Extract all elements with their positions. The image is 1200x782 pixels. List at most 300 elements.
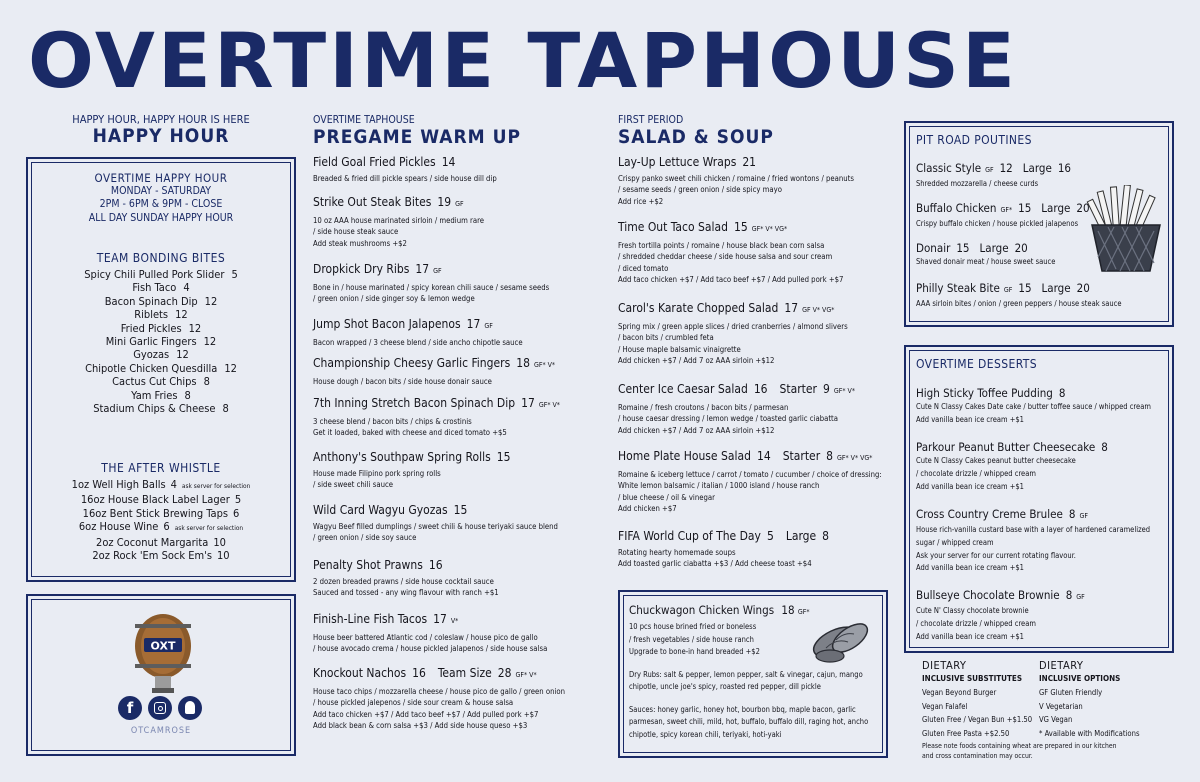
menu-item-desc-line: White lemon balsamic / italian / 1000 island / house ranch	[618, 481, 820, 491]
menu-item-name: Championship Cheesy Garlic Fingers	[313, 356, 511, 370]
restaurant-title: OVERTIME TAPHOUSE	[28, 16, 1018, 105]
item-desc	[916, 605, 1171, 643]
item-size-price: 20	[1076, 281, 1090, 295]
menu-item-price: 15	[496, 450, 511, 464]
menu-item-desc	[313, 337, 599, 348]
bite-name: Fish Taco	[132, 281, 177, 295]
menu-item-size-label: Team Size	[437, 666, 492, 680]
item-price: 15	[1018, 281, 1032, 295]
wings-desc: 10 pcs house brined fried or boneless	[629, 622, 757, 631]
menu-item-desc-line: Add steak mushrooms +$2	[313, 238, 407, 248]
item-desc-line: / chocolate drizzle / whipped cream	[916, 468, 1036, 478]
after-whistle-list	[28, 478, 294, 562]
menu-item-size-price: 8	[826, 449, 834, 463]
item-name: Classic Style	[916, 161, 982, 175]
bite-price: 4	[183, 281, 190, 295]
menu-item-price: 17	[784, 301, 799, 315]
drink-note: ask server for selection	[174, 524, 244, 533]
salad-kicker: FIRST PERIOD	[618, 114, 684, 126]
salad-heading: SALAD & SOUP	[618, 126, 774, 148]
bite-name: Fried Pickles	[120, 321, 182, 335]
menu-item-tags: GF* V*	[533, 361, 556, 369]
menu-item-title	[313, 396, 599, 413]
dietary-right-sub: INCLUSIVE OPTIONS	[1039, 674, 1121, 683]
menu-item-name: Home Plate House Salad	[618, 449, 751, 463]
item-desc-line: House rich-vanilla custard base with a layer of hardened caramelized	[916, 525, 1151, 534]
bite-name: Gyozas	[133, 348, 170, 362]
drink-item	[28, 520, 294, 535]
item-name: Cross Country Creme Brulee	[916, 507, 1063, 521]
poutine-box	[904, 121, 1174, 327]
happy-hour-kicker: HAPPY HOUR, HAPPY HOUR IS HERE	[72, 113, 250, 126]
menu-item-desc	[618, 402, 904, 436]
menu-item-desc-line: / green onion / side ginger soy & lemon wedge	[313, 294, 475, 304]
drink-name: 1oz Well High Balls	[71, 478, 166, 491]
menu-item-size-price: 9	[823, 382, 830, 396]
menu-item-title	[313, 503, 599, 518]
menu-item-desc	[618, 240, 904, 285]
bite-name: Chipotle Chicken Quesdilla	[85, 361, 218, 375]
menu-item-name: 7th Inning Stretch Bacon Spinach Dip	[313, 396, 516, 410]
menu-item-size-label: Starter	[782, 449, 821, 463]
menu-item-desc-line: Romaine / fresh croutons / bacon bits / parmesan	[618, 403, 789, 412]
menu-item-desc-line: Add taco chicken +$7 / Add taco beef +$7 / Add pulled pork +$7	[313, 709, 539, 719]
menu-item-desc-line: / house pickled jalepenos / side sour cream & house salsa	[313, 698, 514, 708]
item-tags: GF*	[1000, 206, 1013, 214]
dietary-left-item: Vegan Falafel	[922, 701, 968, 711]
menu-item-name: Knockout Nachos	[313, 666, 407, 680]
bite-name: Cactus Cut Chips	[112, 375, 197, 389]
bite-item	[28, 375, 294, 388]
menu-item-desc-line: / green onion / side soy sauce	[313, 533, 417, 543]
menu-item-desc-line: Bacon wrapped / 3 cheese blend / side ancho chipotle sauce	[313, 338, 523, 347]
item-title	[916, 588, 1171, 604]
menu-item-desc-line: House beer battered Atlantic cod / coleslaw / house pico de gallo	[313, 633, 538, 642]
item-desc-line: Add vanilla bean ice cream +$1	[916, 481, 1024, 491]
item-desc-line: Add vanilla bean ice cream +$1	[916, 631, 1024, 641]
menu-item-desc-line: House dough / bacon bits / side house donair sauce	[313, 377, 492, 386]
bite-item	[28, 402, 294, 415]
bite-item	[28, 281, 294, 294]
dietary-left-item: Vegan Beyond Burger	[922, 688, 997, 697]
instagram-icon[interactable]	[148, 696, 172, 720]
menu-item-desc-line: / House maple balsamic vinaigrette	[618, 344, 741, 354]
menu-item	[618, 382, 904, 436]
item-title	[916, 281, 1171, 297]
menu-item-desc	[313, 416, 599, 439]
menu-item	[313, 317, 599, 348]
poutine-title: PIT ROAD POUTINES	[916, 133, 1032, 147]
item-desc-line: AAA sirloin bites / onion / green peppers / house steak sauce	[916, 299, 1122, 308]
menu-item-name: Strike Out Steak Bites	[313, 195, 432, 209]
menu-item-desc-line: Fresh tortilla points / romaine / house black bean corn salsa	[618, 241, 825, 250]
wings-price: 18	[781, 603, 795, 617]
menu-item-price: 17	[466, 317, 481, 331]
item-name: Bullseye Chocolate Brownie	[916, 588, 1060, 602]
bite-price: 12	[204, 294, 218, 308]
bite-price: 12	[188, 321, 202, 335]
menu-item-price: 17	[521, 396, 535, 410]
drink-name: 2oz Coconut Margarita	[96, 535, 209, 549]
bite-name: Bacon Spinach Dip	[104, 294, 198, 308]
wings-desc: Upgrade to bone-in hand breaded +$2	[629, 647, 760, 656]
happy-hour-heading: HAPPY HOUR	[92, 125, 230, 147]
menu-item-name: Center Ice Caesar Salad	[618, 382, 748, 396]
menu-item-name: Finish-Line Fish Tacos	[313, 612, 428, 626]
dietary-left-title: DIETARY	[922, 659, 967, 672]
menu-item-tags: GF* V*	[538, 401, 560, 409]
menu-item-tags: GF* V*	[833, 387, 855, 395]
menu-item-title	[618, 220, 904, 237]
menu-item-size-price: 28	[497, 666, 512, 680]
item-desc-line: Cute N' Classy chocolate brownie	[916, 606, 1029, 615]
drink-item	[28, 507, 294, 520]
wings-sauces: chipotle, spicy korean chili, teriyaki, hoti-yaki	[629, 729, 782, 739]
bite-name: Stadium Chips & Cheese	[93, 402, 216, 416]
item-desc-line: Shaved donair meat / house sweet sauce	[916, 257, 1056, 266]
menu-item-desc-line: / shredded cheddar cheese / side house salsa and sour cream	[618, 252, 833, 262]
menu-item-desc	[313, 521, 599, 544]
item-title	[916, 507, 1171, 523]
item-tags: GF	[1003, 286, 1013, 294]
item-price: 8	[1058, 386, 1066, 400]
menu-item-desc-line: Add chicken +$7 / Add 7 oz AAA sirloin +$12	[618, 355, 775, 365]
bite-name: Yam Fries	[131, 388, 178, 402]
menu-item-price: 16	[412, 666, 426, 680]
item-name: Buffalo Chicken	[916, 201, 997, 215]
menu-item-desc	[313, 576, 599, 599]
menu-item-title	[313, 612, 599, 629]
item-title	[916, 161, 1171, 177]
menu-item-desc-line: / diced tomato	[618, 263, 669, 273]
menu-item-title	[313, 450, 599, 465]
bite-item	[28, 389, 294, 402]
chicken-wings-icon	[806, 610, 876, 670]
menu-item-title	[313, 558, 599, 573]
menu-item-desc-line: / house caesar dressing / lemon wedge / toasted garlic ciabatta	[618, 414, 839, 424]
item-size-label: Large	[1041, 201, 1071, 215]
menu-item-price: 17	[433, 612, 447, 626]
item-desc-line: Add vanilla bean ice cream +$1	[916, 414, 1024, 424]
menu-item-tags: GF V* VG*	[802, 306, 835, 314]
item-desc-line: Crispy buffalo chicken / house pickled jalapenos	[916, 219, 1079, 228]
wings-name: Chuckwagon Chicken Wings	[629, 603, 775, 617]
drink-name: 16oz Bent Stick Brewing Taps	[82, 506, 229, 520]
menu-item-desc-line: Crispy panko sweet chili chicken / romaine / fried wontons / peanuts	[618, 174, 854, 183]
menu-item-desc	[313, 173, 599, 184]
item-desc-line: sugar / whipped cream	[916, 537, 994, 547]
menu-item	[618, 220, 904, 285]
item-price: 15	[1018, 201, 1032, 215]
menu-item-desc-line: Breaded & fried dill pickle spears / side house dill dip	[313, 174, 497, 183]
drink-item	[28, 549, 294, 562]
wings-rubs: chipotle, uncle joe's spicy, roasted red pepper, dill pickle	[629, 682, 821, 691]
item-desc	[916, 298, 1171, 311]
menu-item	[313, 262, 599, 305]
menu-item-tags: GF	[455, 200, 464, 208]
menu-item-title	[618, 155, 904, 170]
bite-item	[28, 335, 294, 348]
item-tags: GF	[985, 166, 994, 174]
menu-item-title	[313, 356, 599, 373]
bite-item	[28, 348, 294, 361]
item-price: 12	[999, 161, 1013, 175]
menu-item-title	[618, 382, 904, 399]
item-name: Parkour Peanut Butter Cheesecake	[916, 440, 1096, 454]
dietary-note-line: Please note foods containing wheat are prepared in our kitchen	[922, 742, 1117, 750]
dietary-right-item: V Vegetarian	[1039, 701, 1083, 711]
menu-item	[313, 155, 599, 184]
schedule-line: MONDAY - SATURDAY	[110, 185, 212, 197]
drink-name: 6oz House Wine	[78, 520, 159, 534]
happy-hour-box-title: OVERTIME HAPPY HOUR	[94, 171, 228, 185]
menu-item	[313, 612, 599, 655]
barrel-logo-icon	[128, 610, 198, 694]
menu-item-desc-line: Wagyu Beef filled dumplings / sweet chili & house teriyaki sauce blend	[313, 522, 558, 531]
bite-item	[28, 268, 294, 281]
drink-name: 2oz Rock 'Em Sock Em's	[92, 549, 212, 563]
dessert-title: OVERTIME DESSERTS	[916, 357, 1037, 371]
menu-item-desc-line: 2 dozen breaded prawns / side house cocktail sauce	[313, 577, 494, 586]
menu-item-desc-line: Add black bean & corn salsa +$3 / Add side house queso +$3	[313, 720, 528, 730]
bite-name: Riblets	[134, 308, 169, 322]
poutine-item	[916, 281, 1171, 311]
item-title	[916, 440, 1171, 454]
snapchat-icon[interactable]	[178, 696, 202, 720]
menu-item	[618, 301, 904, 366]
item-tags: GF	[1079, 512, 1088, 520]
menu-item-price: 21	[742, 155, 757, 169]
bite-name: Mini Garlic Fingers	[105, 335, 197, 349]
menu-item-title	[618, 529, 904, 544]
item-size-label: Large	[1041, 281, 1071, 295]
facebook-icon[interactable]: f	[118, 696, 142, 720]
menu-item	[618, 529, 904, 570]
item-size-price: 20	[1014, 241, 1028, 255]
menu-item	[313, 195, 599, 249]
menu-item-name: Field Goal Fried Pickles	[313, 155, 436, 169]
menu-item-name: Time Out Taco Salad	[618, 220, 728, 234]
team-bonding-title: TEAM BONDING BITES	[96, 251, 226, 265]
item-price: 8	[1101, 440, 1108, 454]
menu-item-desc	[313, 686, 599, 731]
menu-item-size-price: 8	[822, 529, 830, 543]
menu-item-tags: GF	[484, 322, 493, 330]
dessert-item	[916, 440, 1171, 493]
bite-name: Spicy Chili Pulled Pork Slider	[84, 268, 225, 281]
menu-item-price: 18	[516, 356, 530, 370]
menu-item-tags: GF	[433, 267, 442, 275]
bite-price: 12	[224, 361, 237, 375]
menu-item-title	[313, 155, 599, 170]
item-size-label: Large	[1022, 161, 1052, 175]
wings-box	[618, 590, 888, 758]
bite-price: 8	[222, 402, 229, 416]
menu-item-price: 14	[441, 155, 456, 169]
dietary-options	[1039, 659, 1140, 740]
menu-item-desc	[618, 173, 904, 207]
menu-item-desc-line: Get it loaded, baked with cheese and diced tomato +$5	[313, 428, 507, 438]
dietary-left-item: Gluten Free Pasta +$2.50	[922, 728, 1010, 738]
menu-item-desc-line: 10 oz AAA house marinated sirloin / medium rare	[313, 216, 485, 225]
logo-letters: OXT	[150, 639, 176, 653]
menu-item-name: Anthony's Southpaw Spring Rolls	[313, 450, 491, 464]
happy-hour-box	[26, 157, 296, 582]
item-desc-line: Add vanilla bean ice cream +$1	[916, 563, 1024, 573]
menu-item-price: 15	[733, 220, 748, 234]
menu-item	[313, 558, 599, 599]
menu-item-price: 19	[437, 195, 452, 209]
menu-item-desc-line: Add rice +$2	[618, 196, 664, 206]
item-desc	[916, 401, 1171, 427]
pregame-kicker: OVERTIME TAPHOUSE	[313, 114, 415, 126]
menu-item-tags: GF* V* VG*	[837, 454, 873, 462]
menu-item	[618, 155, 904, 207]
menu-item-tags: GF* V* VG*	[751, 225, 788, 233]
item-price: 8	[1068, 507, 1076, 521]
fries-icon	[1084, 185, 1168, 273]
drink-price: 4	[170, 478, 177, 491]
item-price: 8	[1065, 588, 1073, 602]
menu-item-desc-line: Sauced and tossed - any wing flavour with ranch +$1	[313, 588, 499, 598]
menu-item-title	[313, 195, 599, 212]
item-name: High Sticky Toffee Pudding	[916, 386, 1053, 400]
menu-item-price: 17	[415, 262, 430, 276]
schedule-line: 2PM - 6PM & 9PM - CLOSE	[99, 198, 223, 211]
menu-item	[618, 449, 904, 514]
menu-item-desc-line: Add taco chicken +$7 / Add taco beef +$7 / Add pulled pork +$7	[618, 274, 844, 284]
wings-sauces: parmesan, sweet chili, mild, hot, buffalo, buffalo dill, raging hot, ancho	[629, 717, 869, 726]
wings-desc: / fresh vegetables / side house ranch	[629, 634, 754, 644]
menu-item-desc	[618, 547, 904, 570]
dietary-note	[922, 742, 1116, 761]
menu-item-desc-line: Spring mix / green apple slices / dried cranberries / almond slivers	[618, 322, 848, 331]
drink-price: 10	[217, 549, 230, 563]
bite-item	[28, 308, 294, 321]
menu-item-desc-line: / bacon bits / crumbled feta	[618, 333, 714, 343]
menu-item-name: Carol's Karate Chopped Salad	[618, 301, 779, 315]
drink-item	[28, 493, 294, 506]
menu-item-title	[618, 301, 904, 318]
menu-item	[313, 450, 599, 491]
menu-item	[313, 356, 599, 387]
dietary-left-sub: INCLUSIVE SUBSTITUTES	[922, 674, 1023, 683]
menu-item-desc-line: / house avocado crema / house pickled jalapenos / side house salsa	[313, 644, 548, 654]
dessert-item	[916, 507, 1171, 575]
menu-item-desc-line: House made Filipino pork spring rolls	[313, 469, 441, 478]
drink-item	[28, 478, 294, 493]
logo-box	[26, 594, 296, 756]
dietary-left-item: Gluten Free / Vegan Bun +$1.50	[922, 715, 1033, 724]
menu-item-name: Jump Shot Bacon Jalapenos	[313, 317, 461, 331]
drink-price: 5	[234, 493, 242, 507]
dessert-box	[904, 345, 1174, 653]
item-size-price: 16	[1057, 161, 1072, 175]
wings-tags: GF*	[797, 608, 810, 616]
bite-item	[28, 362, 294, 375]
menu-item-desc-line: / blue cheese / oil & vinegar	[618, 492, 715, 502]
dietary-note-line: and cross contamination may occur.	[922, 751, 1033, 760]
menu-item-desc-line: / side sweet chili sauce	[313, 480, 394, 490]
social-handle: OTCAMROSE	[130, 726, 192, 736]
bite-price: 5	[231, 268, 238, 281]
drink-note: ask server for selection	[181, 482, 251, 490]
item-desc-line: / chocolate drizzle / whipped cream	[916, 618, 1036, 628]
menu-item-desc-line: Add toasted garlic ciabatta +$3 / Add cheese toast +$4	[618, 559, 812, 569]
menu-item-name: Wild Card Wagyu Gyozas	[313, 503, 448, 517]
menu-item-title	[618, 449, 904, 466]
menu-item-desc	[618, 469, 904, 514]
bite-item	[28, 295, 294, 308]
menu-item-tags: V*	[450, 617, 459, 625]
schedule-line: ALL DAY SUNDAY HAPPY HOUR	[88, 211, 234, 224]
menu-item-desc-line: Rotating hearty homemade soups	[618, 548, 736, 557]
after-whistle-title: THE AFTER WHISTLE	[101, 461, 221, 475]
menu-item	[313, 503, 599, 544]
item-name: Philly Steak Bite	[916, 281, 1000, 295]
bite-item	[28, 322, 294, 335]
menu-item-desc	[313, 282, 599, 305]
dessert-item	[916, 588, 1171, 643]
item-desc-line: Shredded mozzarella / cheese curds	[916, 179, 1039, 188]
menu-item-size-label: Large	[785, 529, 817, 543]
menu-item-title	[313, 666, 599, 683]
dietary-right-item: VG Vegan	[1039, 715, 1073, 724]
item-desc-line: Cute N Classy Cakes peanut butter cheesecake	[916, 456, 1076, 465]
menu-item-price: 5	[766, 529, 774, 543]
team-bonding-list	[28, 268, 294, 415]
drink-price: 6	[163, 520, 170, 534]
dietary-right-item: * Available with Modifications	[1039, 728, 1140, 738]
bite-price: 12	[176, 348, 189, 362]
menu-item-desc-line: Romaine & iceberg lettuce / carrot / tomato / cucumber / choice of dressing:	[618, 470, 882, 479]
item-name: Donair	[916, 241, 951, 255]
menu-item-desc	[313, 468, 599, 491]
menu-item-price: 16	[753, 382, 768, 396]
item-tags: GF	[1076, 593, 1085, 601]
menu-item-price: 14	[756, 449, 771, 463]
menu-item-desc-line: House taco chips / mozzarella cheese / house pico de gallo / green onion	[313, 687, 566, 696]
pregame-heading: PREGAME WARM UP	[313, 126, 522, 148]
menu-item-desc-line: 3 cheese blend / bacon bits / chips & crostinis	[313, 417, 472, 426]
menu-item	[313, 396, 599, 439]
menu-item-desc-line: Add chicken +$7	[618, 503, 677, 513]
menu-item-desc	[618, 321, 904, 366]
dessert-item	[916, 386, 1171, 427]
menu-item-name: FIFA World Cup of The Day	[618, 529, 761, 543]
dietary-right-item: GF Gluten Friendly	[1039, 688, 1103, 697]
item-title	[916, 386, 1171, 400]
dietary-substitutes	[922, 659, 1032, 740]
menu-item-price: 16	[428, 558, 443, 572]
bite-price: 12	[203, 335, 217, 349]
drink-price: 6	[233, 506, 240, 520]
item-price: 15	[956, 241, 970, 255]
menu-item-name: Dropkick Dry Ribs	[313, 262, 410, 276]
item-desc	[916, 524, 1171, 575]
menu-item-name: Lay-Up Lettuce Wraps	[618, 155, 737, 169]
menu-item-title	[313, 317, 599, 334]
menu-item-desc	[313, 632, 599, 655]
menu-item	[313, 666, 599, 731]
menu-item-size-label: Starter	[779, 382, 817, 396]
menu-item-price: 15	[453, 503, 468, 517]
item-size-label: Large	[979, 241, 1009, 255]
menu-item-desc-line: / sesame seeds / green onion / side spicy mayo	[618, 185, 782, 195]
menu-item-desc	[313, 376, 599, 387]
menu-item-tags: GF* V*	[515, 671, 537, 679]
item-desc-line: Ask your server for our current rotating flavour.	[916, 550, 1076, 560]
